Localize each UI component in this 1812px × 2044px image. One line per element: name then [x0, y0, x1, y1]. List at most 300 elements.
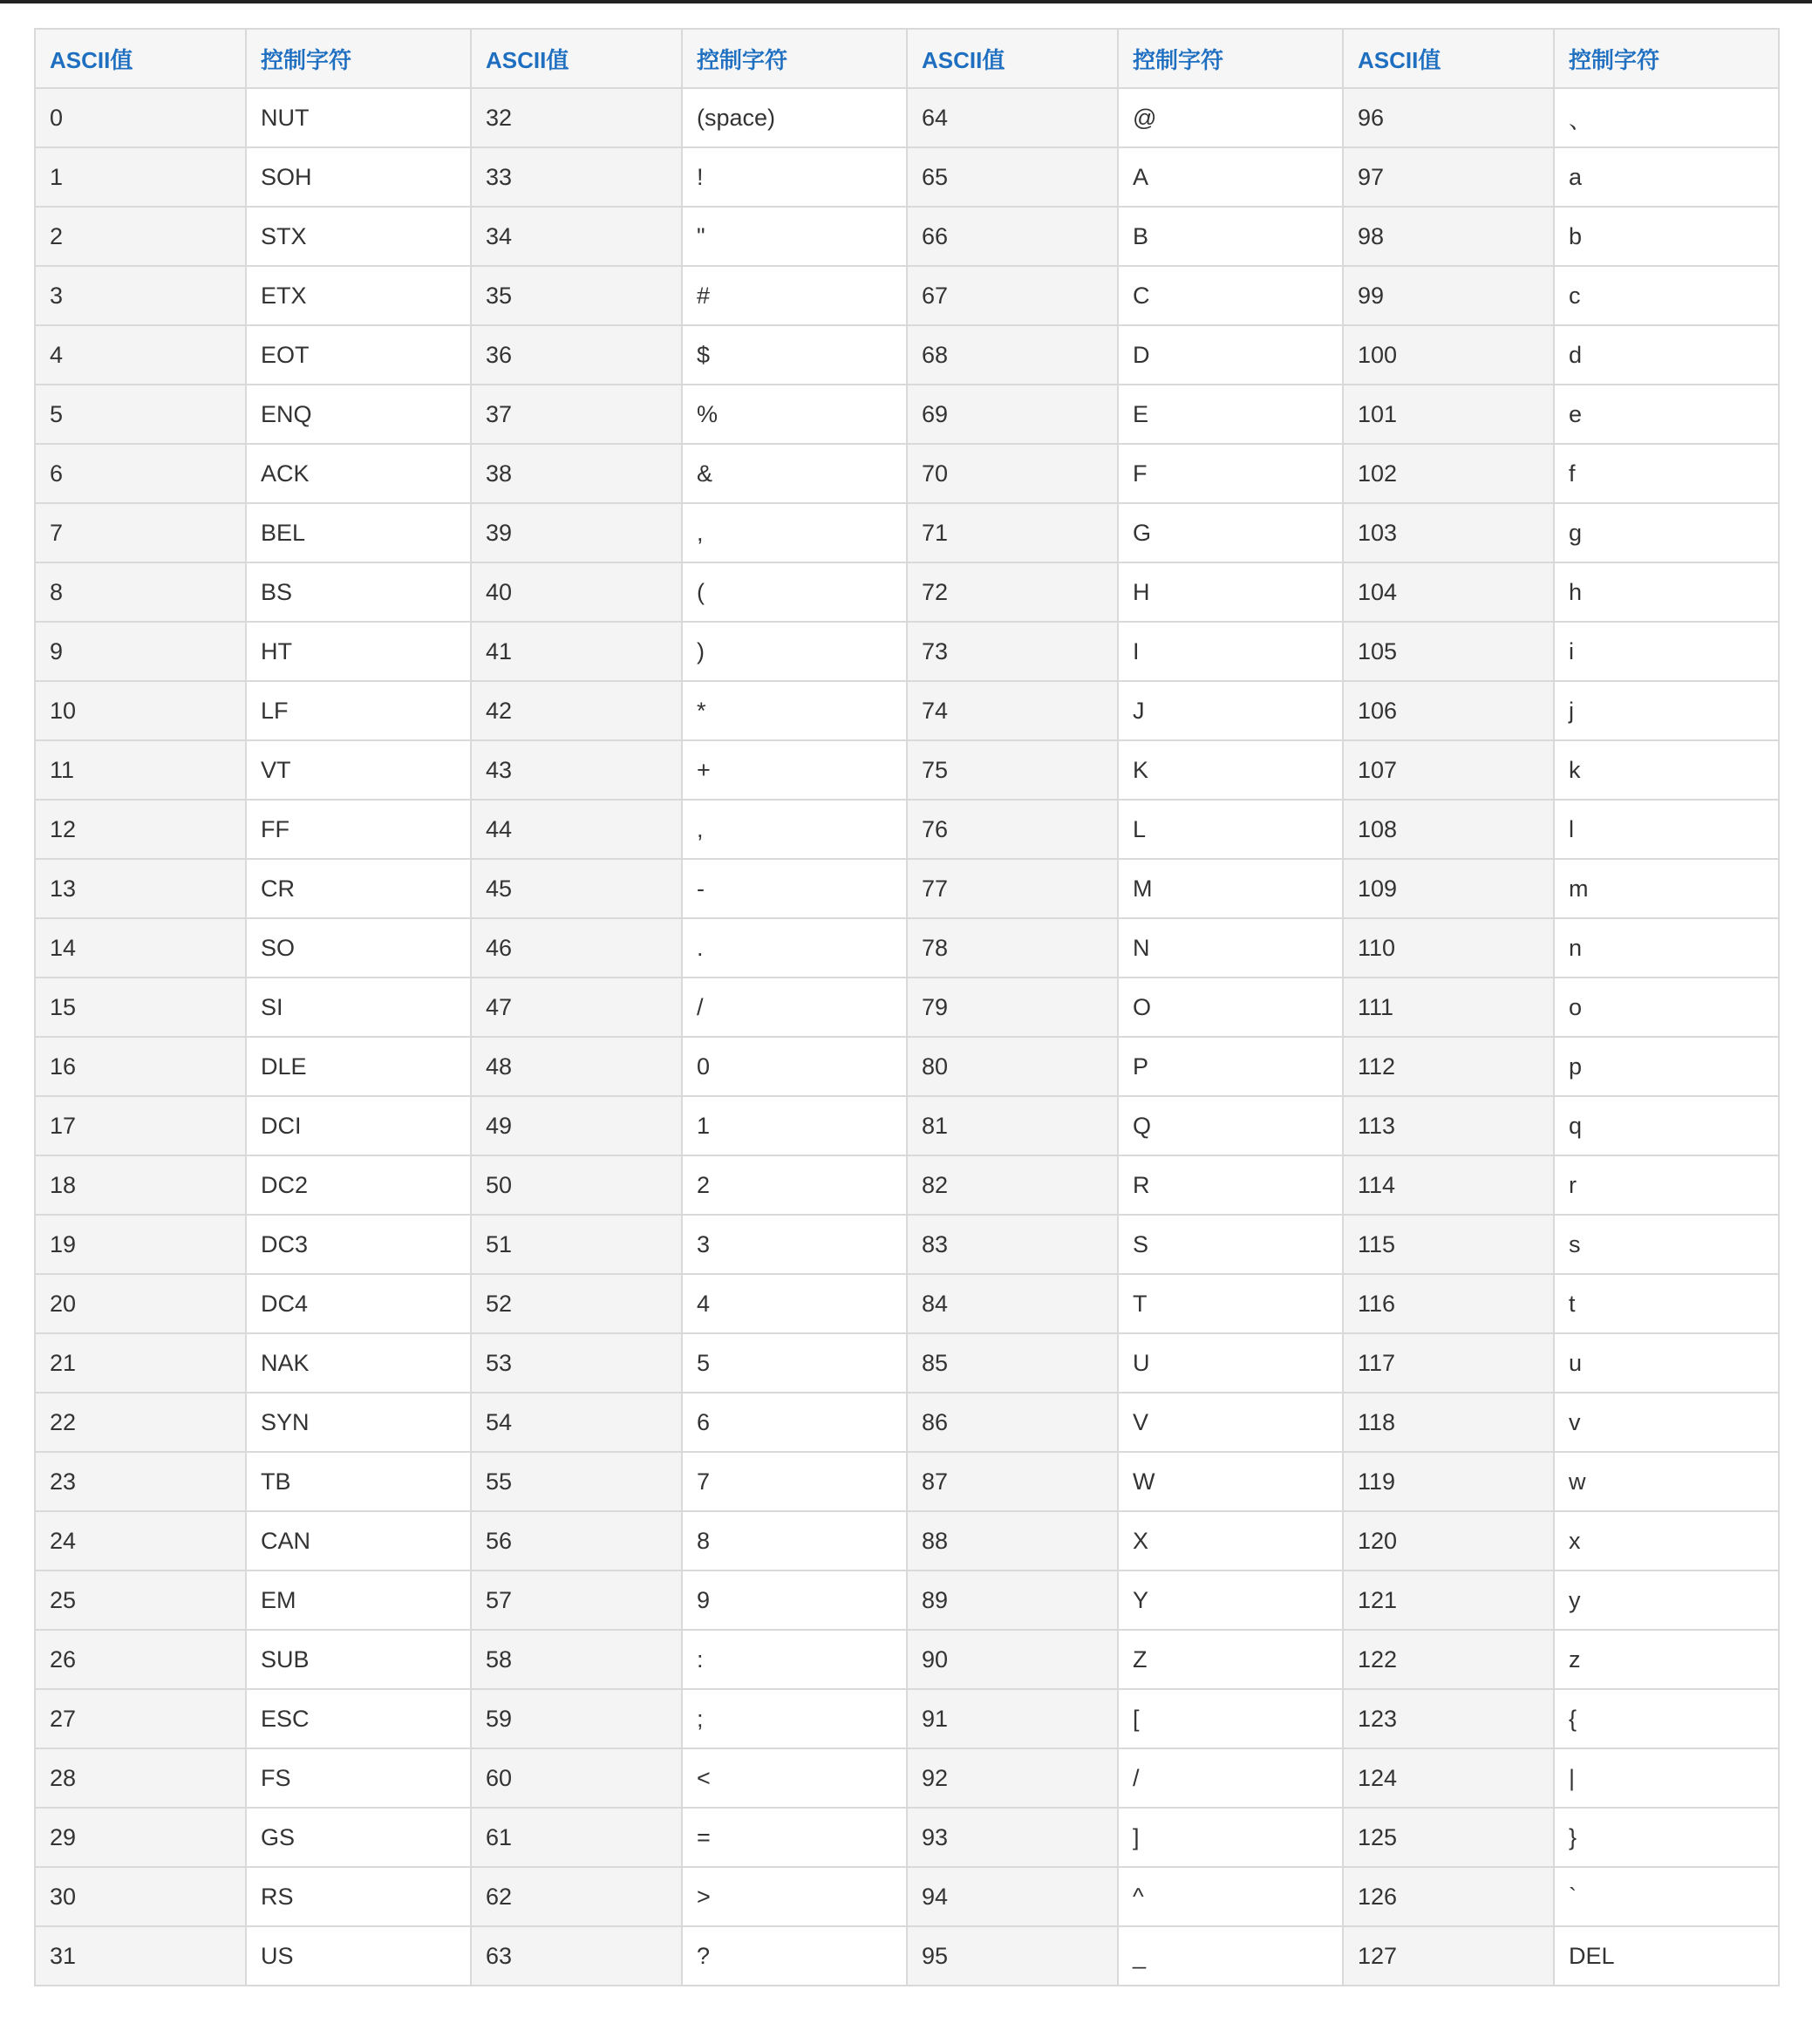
control-char-cell: 8: [682, 1511, 907, 1570]
control-char-cell: U: [1118, 1333, 1343, 1393]
control-char-cell: 3: [682, 1215, 907, 1274]
control-char-cell: DC2: [246, 1155, 471, 1215]
ascii-value-cell: 97: [1343, 147, 1554, 207]
ascii-value-cell: 19: [35, 1215, 246, 1274]
ascii-value-cell: 13: [35, 859, 246, 918]
control-char-cell: DC3: [246, 1215, 471, 1274]
ascii-value-cell: 5: [35, 385, 246, 444]
control-char-cell: _: [1118, 1926, 1343, 1986]
control-char-cell: RS: [246, 1867, 471, 1926]
ascii-value-cell: 80: [907, 1037, 1118, 1096]
control-char-cell: C: [1118, 266, 1343, 325]
control-char-cell: z: [1554, 1630, 1779, 1689]
table-row: [35, 1333, 1779, 1393]
control-char-cell: H: [1118, 562, 1343, 622]
ascii-value-cell: 31: [35, 1926, 246, 1986]
control-char-cell: CR: [246, 859, 471, 918]
ascii-value-cell: 24: [35, 1511, 246, 1570]
control-char-cell: }: [1554, 1808, 1779, 1867]
control-char-cell: p: [1554, 1037, 1779, 1096]
control-char-cell: ": [682, 207, 907, 266]
ascii-value-cell: 113: [1343, 1096, 1554, 1155]
table-row: [35, 1215, 1779, 1274]
ascii-value-cell: 88: [907, 1511, 1118, 1570]
ascii-value-cell: 111: [1343, 978, 1554, 1037]
control-char-cell: j: [1554, 681, 1779, 740]
control-char-cell: SO: [246, 918, 471, 978]
table-row: [35, 681, 1779, 740]
table-row: [35, 1037, 1779, 1096]
control-char-cell: NUT: [246, 88, 471, 147]
ascii-value-cell: 46: [471, 918, 682, 978]
control-char-cell: /: [1118, 1748, 1343, 1808]
control-char-cell: O: [1118, 978, 1343, 1037]
control-char-cell: K: [1118, 740, 1343, 800]
header-control-char: 控制字符: [682, 29, 907, 88]
ascii-value-cell: 23: [35, 1452, 246, 1511]
ascii-value-cell: 7: [35, 503, 246, 562]
ascii-value-cell: 117: [1343, 1333, 1554, 1393]
ascii-value-cell: 68: [907, 325, 1118, 385]
ascii-value-cell: 72: [907, 562, 1118, 622]
ascii-value-cell: 89: [907, 1570, 1118, 1630]
ascii-value-cell: 59: [471, 1689, 682, 1748]
control-char-cell: 9: [682, 1570, 907, 1630]
control-char-cell: DCI: [246, 1096, 471, 1155]
table-row: [35, 859, 1779, 918]
ascii-value-cell: 61: [471, 1808, 682, 1867]
control-char-cell: r: [1554, 1155, 1779, 1215]
control-char-cell: DEL: [1554, 1926, 1779, 1986]
ascii-value-cell: 9: [35, 622, 246, 681]
control-char-cell: ,: [682, 503, 907, 562]
control-char-cell: e: [1554, 385, 1779, 444]
header-control-char: 控制字符: [1118, 29, 1343, 88]
ascii-value-cell: 85: [907, 1333, 1118, 1393]
control-char-cell: ]: [1118, 1808, 1343, 1867]
header-ascii-value: ASCII值: [35, 29, 246, 88]
table-row: [35, 325, 1779, 385]
control-char-cell: 6: [682, 1393, 907, 1452]
control-char-cell: EOT: [246, 325, 471, 385]
control-char-cell: D: [1118, 325, 1343, 385]
control-char-cell: LF: [246, 681, 471, 740]
control-char-cell: NAK: [246, 1333, 471, 1393]
control-char-cell: Q: [1118, 1096, 1343, 1155]
ascii-value-cell: 37: [471, 385, 682, 444]
control-char-cell: DC4: [246, 1274, 471, 1333]
control-char-cell: 1: [682, 1096, 907, 1155]
ascii-value-cell: 62: [471, 1867, 682, 1926]
ascii-value-cell: 105: [1343, 622, 1554, 681]
table-row: [35, 740, 1779, 800]
ascii-value-cell: 127: [1343, 1926, 1554, 1986]
ascii-value-cell: 52: [471, 1274, 682, 1333]
table-row: [35, 1748, 1779, 1808]
header-ascii-value: ASCII值: [1343, 29, 1554, 88]
control-char-cell: ?: [682, 1926, 907, 1986]
header-ascii-value: ASCII值: [471, 29, 682, 88]
table-row: [35, 1808, 1779, 1867]
control-char-cell: 5: [682, 1333, 907, 1393]
ascii-value-cell: 60: [471, 1748, 682, 1808]
ascii-value-cell: 90: [907, 1630, 1118, 1689]
ascii-value-cell: 78: [907, 918, 1118, 978]
ascii-table-header: [35, 29, 1779, 88]
control-char-cell: =: [682, 1808, 907, 1867]
control-char-cell: A: [1118, 147, 1343, 207]
control-char-cell: VT: [246, 740, 471, 800]
ascii-value-cell: 118: [1343, 1393, 1554, 1452]
ascii-value-cell: 28: [35, 1748, 246, 1808]
table-row: [35, 918, 1779, 978]
ascii-value-cell: 102: [1343, 444, 1554, 503]
control-char-cell: 、: [1554, 88, 1779, 147]
table-row: [35, 978, 1779, 1037]
ascii-value-cell: 15: [35, 978, 246, 1037]
control-char-cell: I: [1118, 622, 1343, 681]
control-char-cell: o: [1554, 978, 1779, 1037]
ascii-value-cell: 21: [35, 1333, 246, 1393]
ascii-value-cell: 0: [35, 88, 246, 147]
control-char-cell: l: [1554, 800, 1779, 859]
ascii-value-cell: 126: [1343, 1867, 1554, 1926]
top-divider: [0, 0, 1812, 3]
table-row: [35, 207, 1779, 266]
ascii-value-cell: 27: [35, 1689, 246, 1748]
ascii-value-cell: 17: [35, 1096, 246, 1155]
ascii-value-cell: 51: [471, 1215, 682, 1274]
ascii-value-cell: 83: [907, 1215, 1118, 1274]
ascii-value-cell: 39: [471, 503, 682, 562]
ascii-value-cell: 2: [35, 207, 246, 266]
ascii-value-cell: 104: [1343, 562, 1554, 622]
ascii-value-cell: 10: [35, 681, 246, 740]
control-char-cell: y: [1554, 1570, 1779, 1630]
control-char-cell: V: [1118, 1393, 1343, 1452]
control-char-cell: (: [682, 562, 907, 622]
ascii-value-cell: 100: [1343, 325, 1554, 385]
control-char-cell: @: [1118, 88, 1343, 147]
ascii-value-cell: 55: [471, 1452, 682, 1511]
ascii-value-cell: 36: [471, 325, 682, 385]
ascii-value-cell: 64: [907, 88, 1118, 147]
control-char-cell: v: [1554, 1393, 1779, 1452]
ascii-value-cell: 34: [471, 207, 682, 266]
control-char-cell: X: [1118, 1511, 1343, 1570]
ascii-value-cell: 116: [1343, 1274, 1554, 1333]
ascii-value-cell: 11: [35, 740, 246, 800]
control-char-cell: (space): [682, 88, 907, 147]
ascii-value-cell: 3: [35, 266, 246, 325]
control-char-cell: #: [682, 266, 907, 325]
control-char-cell: BEL: [246, 503, 471, 562]
control-char-cell: E: [1118, 385, 1343, 444]
table-row: [35, 385, 1779, 444]
ascii-value-cell: 121: [1343, 1570, 1554, 1630]
control-char-cell: HT: [246, 622, 471, 681]
control-char-cell: R: [1118, 1155, 1343, 1215]
ascii-value-cell: 94: [907, 1867, 1118, 1926]
control-char-cell: B: [1118, 207, 1343, 266]
ascii-value-cell: 50: [471, 1155, 682, 1215]
control-char-cell: EM: [246, 1570, 471, 1630]
control-char-cell: ,: [682, 800, 907, 859]
ascii-value-cell: 41: [471, 622, 682, 681]
table-row: [35, 1096, 1779, 1155]
ascii-value-cell: 92: [907, 1748, 1118, 1808]
control-char-cell: <: [682, 1748, 907, 1808]
control-char-cell: h: [1554, 562, 1779, 622]
control-char-cell: q: [1554, 1096, 1779, 1155]
ascii-value-cell: 119: [1343, 1452, 1554, 1511]
ascii-table-body: [35, 88, 1779, 1986]
control-char-cell: M: [1118, 859, 1343, 918]
ascii-value-cell: 18: [35, 1155, 246, 1215]
ascii-value-cell: 49: [471, 1096, 682, 1155]
ascii-value-cell: 35: [471, 266, 682, 325]
control-char-cell: SI: [246, 978, 471, 1037]
ascii-value-cell: 25: [35, 1570, 246, 1630]
ascii-value-cell: 106: [1343, 681, 1554, 740]
ascii-value-cell: 101: [1343, 385, 1554, 444]
control-char-cell: T: [1118, 1274, 1343, 1333]
control-char-cell: CAN: [246, 1511, 471, 1570]
control-char-cell: t: [1554, 1274, 1779, 1333]
ascii-value-cell: 99: [1343, 266, 1554, 325]
table-row: [35, 266, 1779, 325]
control-char-cell: ACK: [246, 444, 471, 503]
ascii-value-cell: 44: [471, 800, 682, 859]
table-row: [35, 147, 1779, 207]
control-char-cell: ): [682, 622, 907, 681]
ascii-value-cell: 29: [35, 1808, 246, 1867]
control-char-cell: SUB: [246, 1630, 471, 1689]
ascii-value-cell: 14: [35, 918, 246, 978]
ascii-value-cell: 70: [907, 444, 1118, 503]
ascii-value-cell: 67: [907, 266, 1118, 325]
ascii-value-cell: 122: [1343, 1630, 1554, 1689]
ascii-value-cell: 75: [907, 740, 1118, 800]
control-char-cell: ;: [682, 1689, 907, 1748]
ascii-value-cell: 22: [35, 1393, 246, 1452]
control-char-cell: a: [1554, 147, 1779, 207]
ascii-value-cell: 12: [35, 800, 246, 859]
control-char-cell: :: [682, 1630, 907, 1689]
ascii-value-cell: 40: [471, 562, 682, 622]
ascii-value-cell: 48: [471, 1037, 682, 1096]
ascii-value-cell: 6: [35, 444, 246, 503]
header-row: [35, 29, 1779, 88]
header-control-char: 控制字符: [246, 29, 471, 88]
ascii-value-cell: 1: [35, 147, 246, 207]
ascii-value-cell: 96: [1343, 88, 1554, 147]
control-char-cell: k: [1554, 740, 1779, 800]
ascii-value-cell: 81: [907, 1096, 1118, 1155]
ascii-value-cell: 71: [907, 503, 1118, 562]
table-row: [35, 88, 1779, 147]
table-row: [35, 1570, 1779, 1630]
control-char-cell: *: [682, 681, 907, 740]
ascii-value-cell: 8: [35, 562, 246, 622]
ascii-value-cell: 65: [907, 147, 1118, 207]
control-char-cell: 2: [682, 1155, 907, 1215]
control-char-cell: b: [1554, 207, 1779, 266]
table-row: [35, 1689, 1779, 1748]
control-char-cell: TB: [246, 1452, 471, 1511]
ascii-value-cell: 82: [907, 1155, 1118, 1215]
control-char-cell: .: [682, 918, 907, 978]
ascii-value-cell: 107: [1343, 740, 1554, 800]
control-char-cell: GS: [246, 1808, 471, 1867]
ascii-value-cell: 43: [471, 740, 682, 800]
ascii-value-cell: 77: [907, 859, 1118, 918]
ascii-value-cell: 93: [907, 1808, 1118, 1867]
control-char-cell: DLE: [246, 1037, 471, 1096]
ascii-value-cell: 120: [1343, 1511, 1554, 1570]
ascii-value-cell: 45: [471, 859, 682, 918]
control-char-cell: $: [682, 325, 907, 385]
ascii-value-cell: 112: [1343, 1037, 1554, 1096]
control-char-cell: g: [1554, 503, 1779, 562]
table-row: [35, 1867, 1779, 1926]
ascii-value-cell: 53: [471, 1333, 682, 1393]
control-char-cell: +: [682, 740, 907, 800]
table-row: [35, 1926, 1779, 1986]
header-ascii-value: ASCII值: [907, 29, 1118, 88]
ascii-value-cell: 73: [907, 622, 1118, 681]
control-char-cell: {: [1554, 1689, 1779, 1748]
control-char-cell: N: [1118, 918, 1343, 978]
control-char-cell: >: [682, 1867, 907, 1926]
ascii-value-cell: 103: [1343, 503, 1554, 562]
ascii-value-cell: 76: [907, 800, 1118, 859]
ascii-value-cell: 125: [1343, 1808, 1554, 1867]
ascii-value-cell: 66: [907, 207, 1118, 266]
ascii-value-cell: 33: [471, 147, 682, 207]
ascii-value-cell: 91: [907, 1689, 1118, 1748]
control-char-cell: FF: [246, 800, 471, 859]
ascii-value-cell: 108: [1343, 800, 1554, 859]
control-char-cell: ^: [1118, 1867, 1343, 1926]
ascii-value-cell: 38: [471, 444, 682, 503]
ascii-value-cell: 86: [907, 1393, 1118, 1452]
control-char-cell: i: [1554, 622, 1779, 681]
control-char-cell: US: [246, 1926, 471, 1986]
ascii-table: [34, 28, 1780, 1986]
ascii-value-cell: 114: [1343, 1155, 1554, 1215]
ascii-value-cell: 20: [35, 1274, 246, 1333]
ascii-value-cell: 4: [35, 325, 246, 385]
ascii-value-cell: 124: [1343, 1748, 1554, 1808]
control-char-cell: ETX: [246, 266, 471, 325]
ascii-value-cell: 54: [471, 1393, 682, 1452]
ascii-value-cell: 98: [1343, 207, 1554, 266]
ascii-value-cell: 57: [471, 1570, 682, 1630]
control-char-cell: J: [1118, 681, 1343, 740]
control-char-cell: w: [1554, 1452, 1779, 1511]
table-row: [35, 503, 1779, 562]
table-row: [35, 1155, 1779, 1215]
ascii-value-cell: 115: [1343, 1215, 1554, 1274]
control-char-cell: L: [1118, 800, 1343, 859]
ascii-value-cell: 63: [471, 1926, 682, 1986]
table-row: [35, 1274, 1779, 1333]
control-char-cell: %: [682, 385, 907, 444]
ascii-value-cell: 69: [907, 385, 1118, 444]
control-char-cell: f: [1554, 444, 1779, 503]
ascii-value-cell: 32: [471, 88, 682, 147]
control-char-cell: SYN: [246, 1393, 471, 1452]
ascii-value-cell: 79: [907, 978, 1118, 1037]
control-char-cell: G: [1118, 503, 1343, 562]
control-char-cell: d: [1554, 325, 1779, 385]
control-char-cell: -: [682, 859, 907, 918]
header-control-char: 控制字符: [1554, 29, 1779, 88]
control-char-cell: Z: [1118, 1630, 1343, 1689]
ascii-value-cell: 74: [907, 681, 1118, 740]
control-char-cell: SOH: [246, 147, 471, 207]
control-char-cell: ENQ: [246, 385, 471, 444]
control-char-cell: c: [1554, 266, 1779, 325]
table-row: [35, 1630, 1779, 1689]
ascii-value-cell: 26: [35, 1630, 246, 1689]
control-char-cell: 0: [682, 1037, 907, 1096]
control-char-cell: !: [682, 147, 907, 207]
control-char-cell: Y: [1118, 1570, 1343, 1630]
control-char-cell: |: [1554, 1748, 1779, 1808]
control-char-cell: 4: [682, 1274, 907, 1333]
table-row: [35, 622, 1779, 681]
control-char-cell: 7: [682, 1452, 907, 1511]
control-char-cell: W: [1118, 1452, 1343, 1511]
ascii-value-cell: 58: [471, 1630, 682, 1689]
table-row: [35, 444, 1779, 503]
control-char-cell: `: [1554, 1867, 1779, 1926]
ascii-value-cell: 42: [471, 681, 682, 740]
control-char-cell: STX: [246, 207, 471, 266]
ascii-value-cell: 30: [35, 1867, 246, 1926]
control-char-cell: FS: [246, 1748, 471, 1808]
ascii-value-cell: 56: [471, 1511, 682, 1570]
control-char-cell: n: [1554, 918, 1779, 978]
ascii-value-cell: 47: [471, 978, 682, 1037]
table-row: [35, 1452, 1779, 1511]
ascii-value-cell: 123: [1343, 1689, 1554, 1748]
control-char-cell: F: [1118, 444, 1343, 503]
ascii-value-cell: 87: [907, 1452, 1118, 1511]
table-row: [35, 800, 1779, 859]
control-char-cell: P: [1118, 1037, 1343, 1096]
control-char-cell: S: [1118, 1215, 1343, 1274]
control-char-cell: &: [682, 444, 907, 503]
control-char-cell: /: [682, 978, 907, 1037]
table-row: [35, 1511, 1779, 1570]
ascii-value-cell: 84: [907, 1274, 1118, 1333]
table-row: [35, 1393, 1779, 1452]
control-char-cell: [: [1118, 1689, 1343, 1748]
control-char-cell: x: [1554, 1511, 1779, 1570]
ascii-value-cell: 110: [1343, 918, 1554, 978]
ascii-value-cell: 95: [907, 1926, 1118, 1986]
control-char-cell: s: [1554, 1215, 1779, 1274]
ascii-value-cell: 109: [1343, 859, 1554, 918]
table-row: [35, 562, 1779, 622]
control-char-cell: u: [1554, 1333, 1779, 1393]
control-char-cell: m: [1554, 859, 1779, 918]
ascii-value-cell: 16: [35, 1037, 246, 1096]
control-char-cell: ESC: [246, 1689, 471, 1748]
